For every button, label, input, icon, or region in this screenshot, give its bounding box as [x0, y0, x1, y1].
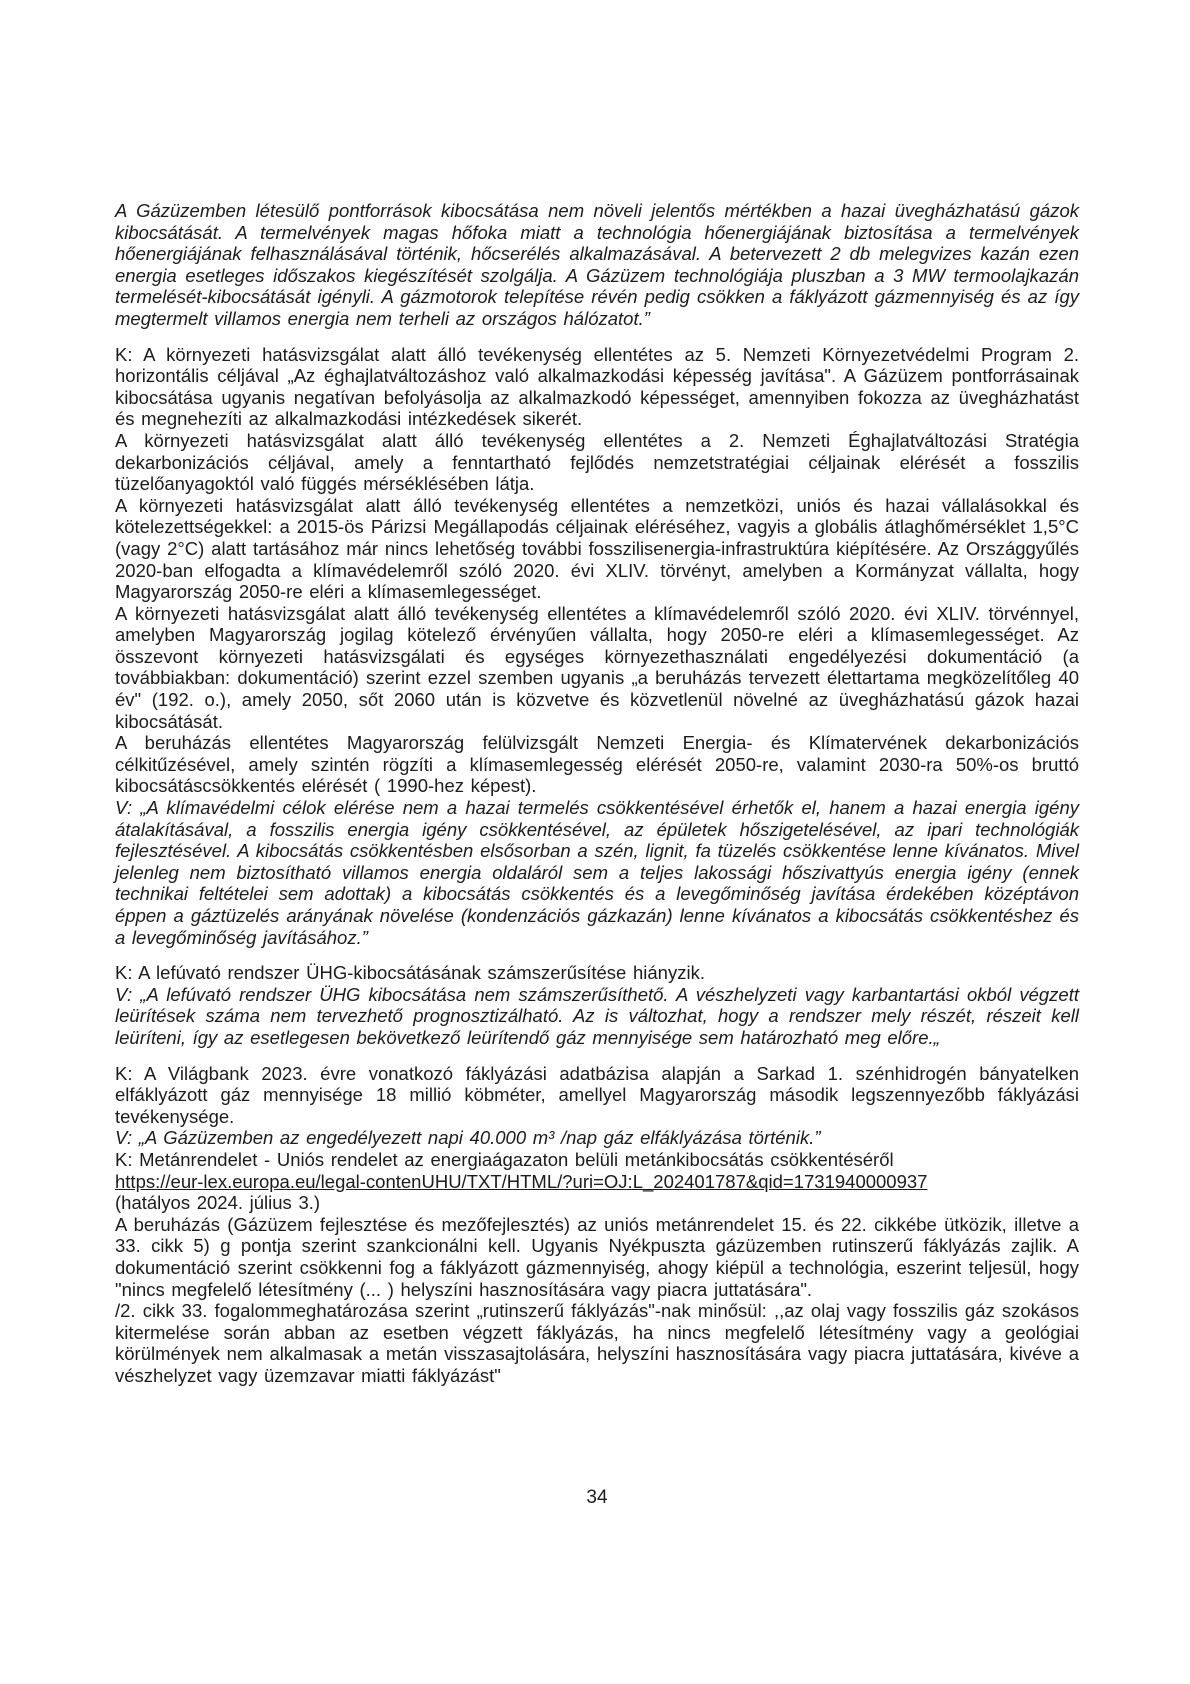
document-body — [115, 200, 1079, 1386]
paragraph: V: „A lefúvató rendszer ÜHG kibocsátása nem számszerűsíthető. A vészhelyzeti vagy karbantartási okból végzett leürítések száma nem tervezhető prognosztizálható. Az is változhat, hogy a rendszer mely részét, részeit kell leüríteni, így az esetlegesen bekövetkező leürítendő gáz mennyisége sem határozható meg előre.„ — [115, 983, 1079, 1048]
eur-lex-link[interactable]: https://eur-lex.europa.eu/legal-contenUHU/TXT/HTML/?uri=OJ:L_202401787&qid=1731940000937 — [115, 1170, 928, 1192]
paragraph: A Gázüzemben létesülő pontforrások kibocsátása nem növeli jelentős mértékben a hazai üvegházhatású gázok kibocsátását. A termelvények magas hőfoka miatt a technológia hőenergiájának biztosítása a termelvények hőenergiájának felhasználásával történik, hőcserélés alkalmazásával. A betervezett 2 db melegvizes kazán ezen energia esetleges időszakos kiegészítését szolgálja. A Gázüzem technológiája pluszban a 3 MW termoolajkazán termelését-kibocsátását igényli. A gázmotorok telepítése révén pedig csökken a fáklyázott gázmennyiség és az így megtermelt villamos energia nem terheli az országos hálózatot.” — [115, 200, 1079, 329]
paragraph: A környezeti hatásvizsgálat alatt álló tevékenység ellentétes a klímavédelemről szóló 2020. évi XLIV. törvénnyel, amelyben Magyarország jogilag kötelező érvényűen vállalta, hogy 2050-re eléri a klímasemlegességet. Az összevont környezeti hatásvizsgálati és egységes környezethasználati engedélyezési dokumentáció (a továbbiakban: dokumentáció) szerint ezzel szemben ugyanis „a beruházás tervezett élettartama megközelítőleg 40 év" (192. o.), amely 2050, sőt 2060 után is közvetve és közvetlenül növelné az üvegházhatású gázok hazai kibocsátását. — [115, 602, 1079, 732]
paragraph: A környezeti hatásvizsgálat alatt álló tevékenység ellentétes a nemzetközi, uniós és hazai vállalásokkal és kötelezettségekkel: a 2015-ös Párizsi Megállapodás céljainak eléréséhez, vagyis a globális átlaghőmérséklet 1,5°C (vagy 2°C) alatt tartásához már nincs lehetőség további fosszilisenergia-infrastruktúra kiépítésére. Az Országgyűlés 2020-ban elfogadta a klímavédelemről szóló 2020. évi XLIV. törvényt, amelyben a Kormányzat vállalta, hogy Magyarország 2050-re eléri a klímasemlegességet. — [115, 494, 1079, 603]
paragraph: K: Metánrendelet - Uniós rendelet az energiaágazaton belüli metánkibocsátás csökkentéséről — [115, 1148, 894, 1170]
paragraph: A beruházás ellentétes Magyarország felülvizsgált Nemzeti Energia- és Klímatervének dekarbonizációs célkitűzésével, amely szintén rögzíti a klímasemlegesség elérését 2050-re, valamint 2030-ra 50%-os bruttó kibocsátáscsökkentés elérését ( 1990-hez képest). — [115, 732, 1079, 797]
paragraph: K: A környezeti hatásvizsgálat alatt álló tevékenység ellentétes az 5. Nemzeti Környezetvédelmi Program 2. horizontális céljával „Az éghajlatváltozáshoz való alkalmazkodási képesség javítása". A Gázüzem pontforrásainak kibocsátása ugyanis negatívan befolyásolja az alkalmazkodó képességet, amennyiben fokozza az üvegházhatást és megnehezíti az alkalmazkodási intézkedések sikerét. — [115, 343, 1079, 430]
paragraph: A beruházás (Gázüzem fejlesztése és mezőfejlesztés) az uniós metánrendelet 15. és 22. cikkébe ütközik, illetve a 33. cikk 5) g pontja szerint szankcionálni kell. Ugyanis Nyékpuszta gázüzemben rutinszerű fáklyázás zajlik. A dokumentáció szerint csökkenni fog a fáklyázott gázmennyiség, ahogy kiépül a technológia, eszerint teljesül, hogy "nincs megfelelő létesítmény (... ) helyszíni hasznosítására vagy piacra juttatására". — [115, 1213, 1079, 1300]
paragraph: (hatályos 2024. július 3.) — [115, 1192, 321, 1214]
paragraph — [115, 1171, 1079, 1193]
page-number: 34 — [586, 1487, 608, 1508]
paragraph: V: „A Gázüzemben az engedélyezett napi 40.000 m³ /nap gáz elfáklyázása történik.” — [115, 1127, 821, 1149]
paragraph: K: A Világbank 2023. évre vonatkozó fáklyázási adatbázisa alapján a Sarkad 1. szénhidrogén bányatelken elfáklyázott gáz mennyisége 18 millió köbméter, amellyel Magyarország második legszennyezőbb fáklyázási tevékenysége. — [115, 1062, 1079, 1127]
paragraph: /2. cikk 33. fogalommeghatározása szerint „rutinszerű fáklyázás"-nak minősül: ,,az olaj vagy fosszilis gáz szokásos kitermelése során abban az esetben végzett fáklyázás, ha nincs megfelelő létesítmény vagy a geológiai körülmények nem alkalmasak a metán visszasajtolására, helyszíni hasznosítására vagy piacra juttatására, kivéve a vészhelyzet vagy üzemzavar miatti fáklyázást" — [115, 1300, 1079, 1386]
paragraph: K: A lefúvató rendszer ÜHG-kibocsátásának számszerűsítése hiányzik. — [115, 962, 705, 984]
paragraph: V: „A klímavédelmi célok elérése nem a hazai termelés csökkentésével érhetők el, hanem a hazai energia igény átalakításával, a fosszilis energia igény csökkentésével, az épületek hőszigetelésével, az ipari technológiák fejlesztésével. A kibocsátás csökkentésben elsősorban a szén, lignit, fa tüzelés csökkentése lenne kívánatos. Mivel jelenleg nem biztosítható villamos energia oldaláról sem a teljes lakossági hőszivattyús energia igény (ennek technikai feltételei sem adottak) a kibocsátás csökkentés és a levegőminőség javítása érdekében középtávon éppen a gáztüzelés arányának növelése (kondenzációs gázkazán) lenne kívánatos a kibocsátás csökkentéshez és a levegőminőség javításához.” — [115, 797, 1079, 948]
paragraph: A környezeti hatásvizsgálat alatt álló tevékenység ellentétes a 2. Nemzeti Éghajlatváltozási Stratégia dekarbonizációs céljával, amely a fenntartható fejlődés nemzetstratégiai céljainak elérését a fosszilis tüzelőanyagoktól való függés mérséklésében látja. — [115, 429, 1079, 495]
